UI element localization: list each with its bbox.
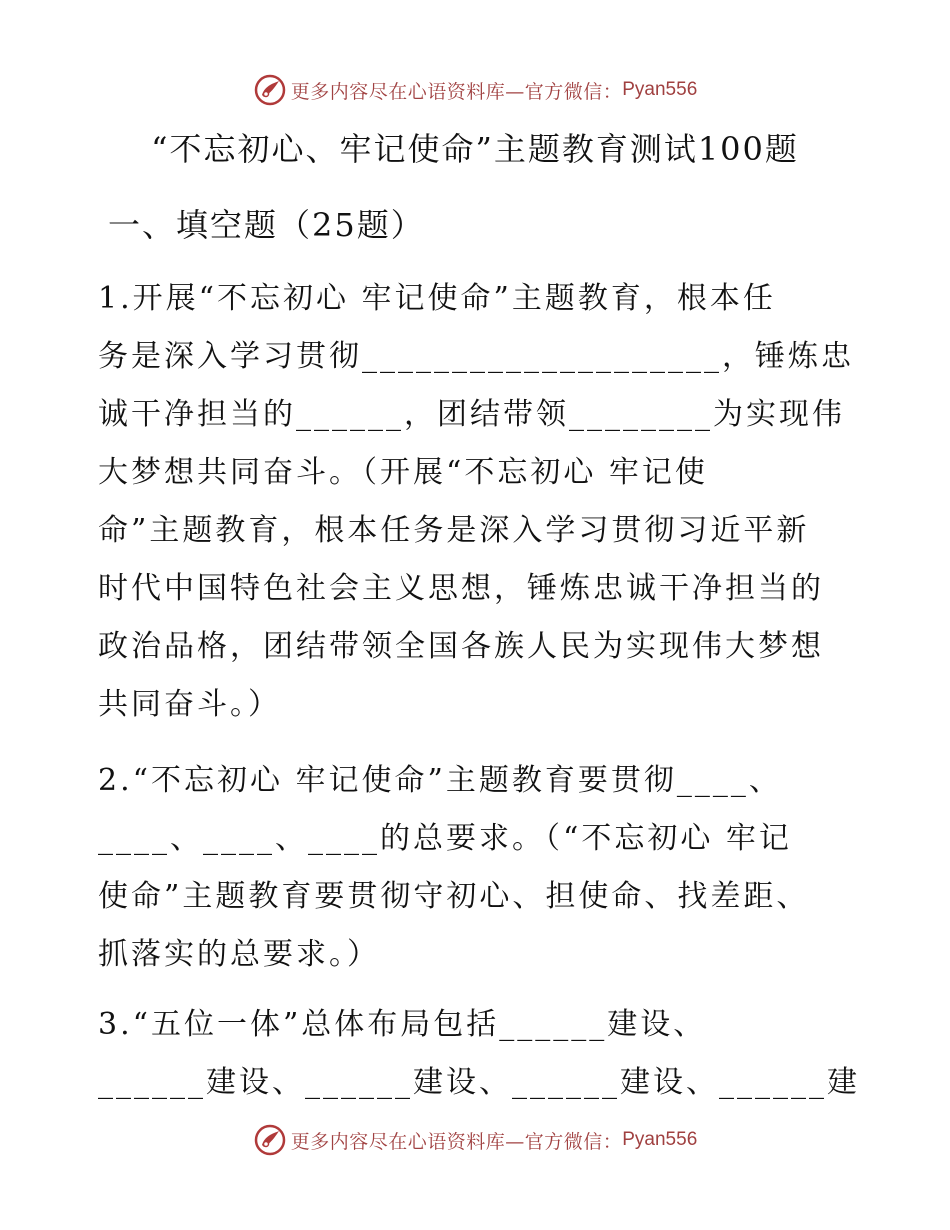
- question-line: 政治品格，团结带领全国各族人民为实现伟大梦想: [98, 629, 824, 664]
- question-line: 2.“不忘初心 牢记使命”主题教育要贯彻____、: [98, 763, 782, 798]
- question-line: 时代中国特色社会主义思想，锤炼忠诚干净担当的: [98, 571, 824, 606]
- question-1: [98, 270, 858, 734]
- question-line: 共同奋斗。）: [98, 687, 281, 722]
- section-heading: 一、填空题（25题）: [108, 206, 425, 244]
- question-line: 务是深入学习贯彻____________________，锤炼忠: [98, 339, 854, 374]
- question-line: 诚干净担当的______，团结带领________为实现伟: [98, 397, 845, 432]
- question-line: 大梦想共同奋斗。（开展“不忘初心 牢记使: [98, 455, 708, 490]
- document-title: “不忘初心、牢记使命”主题教育测试100题: [151, 130, 799, 168]
- question-line: ____、____、____的总要求。（“不忘初心 牢记: [98, 821, 792, 856]
- watermark-logo-icon: [253, 1123, 287, 1157]
- watermark-wechat-id: Pyan556: [622, 1129, 698, 1150]
- question-3: [98, 996, 858, 1112]
- watermark-footer: [0, 1120, 950, 1160]
- question-line: 使命”主题教育要贯彻守初心、担使命、找差距、: [98, 879, 810, 914]
- question-line: 1.开展“不忘初心 牢记使命”主题教育，根本任: [98, 281, 776, 316]
- question-line: ______建设、______建设、______建设、______建: [98, 1065, 860, 1100]
- watermark-text: 更多内容尽在心语资料库—官方微信：: [290, 80, 623, 103]
- question-2: [98, 752, 858, 984]
- watermark-logo-icon: [253, 73, 287, 107]
- question-line: 3.“五位一体”总体布局包括______建设、: [98, 1007, 707, 1042]
- watermark-text: 更多内容尽在心语资料库—官方微信：: [290, 1130, 623, 1153]
- watermark-wechat-id: Pyan556: [622, 79, 698, 100]
- question-line: 抓落实的总要求。）: [98, 937, 380, 972]
- watermark-header: [0, 70, 950, 110]
- question-line: 命”主题教育，根本任务是深入学习贯彻习近平新: [98, 513, 810, 548]
